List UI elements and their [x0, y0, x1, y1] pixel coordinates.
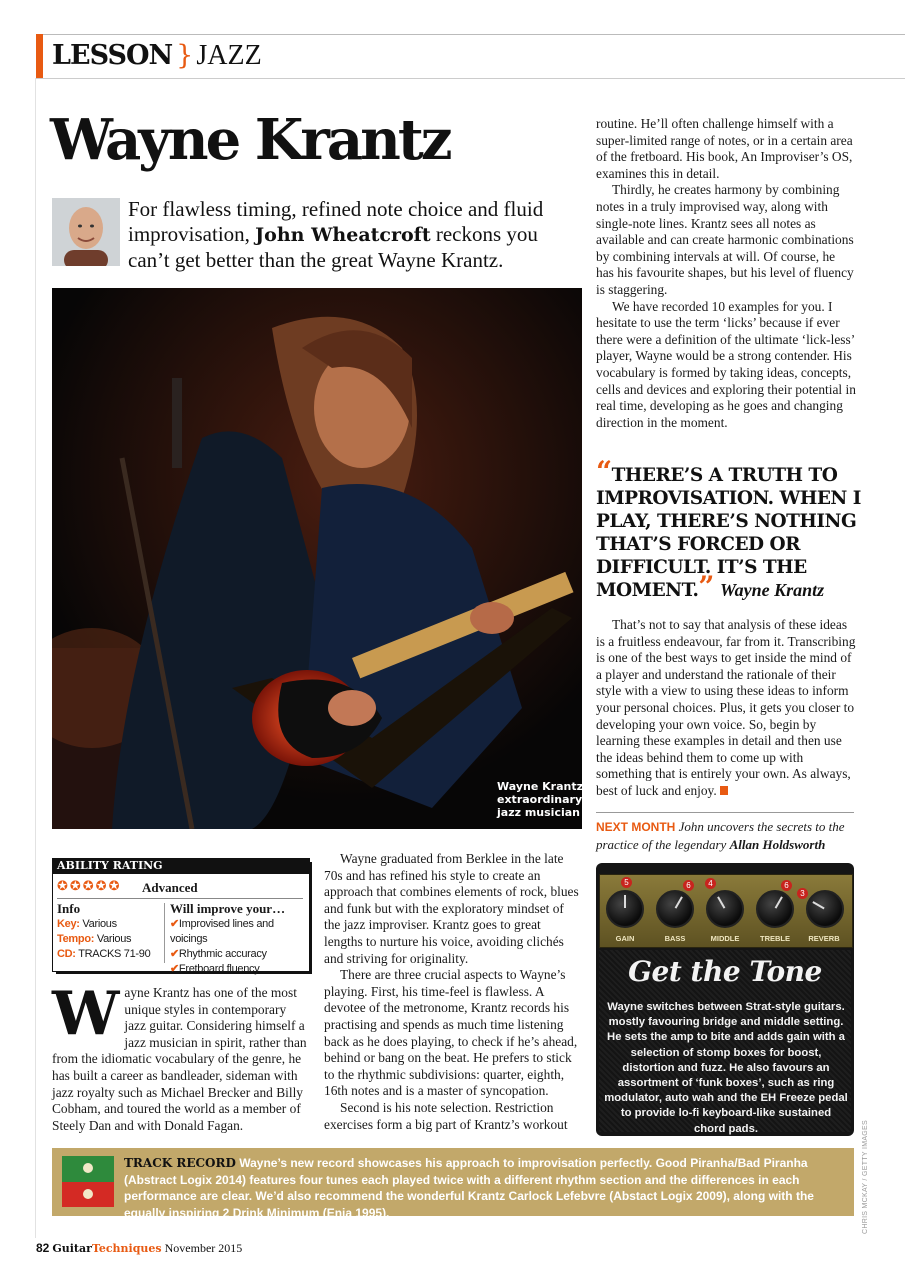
bass-value: 6	[683, 880, 694, 891]
body-paragraph: Wayne graduated from Berklee in the late 70s and has refined his style to create an approach that combines elements of rock, blues and funk but with the exploratory mindset of the jazz improviser. Krantz goes to great lengths to nurture his voice, avoiding clichés and striving for originality.	[324, 851, 579, 966]
reverb-knob	[806, 890, 844, 928]
cd-label: CD:	[57, 948, 76, 960]
info-key	[57, 917, 162, 932]
improve-item-text: Improvised lines and voicings	[170, 918, 274, 945]
info-cd	[57, 947, 162, 962]
improve-item-text: Rhythmic accuracy	[178, 948, 267, 960]
improve-item	[170, 917, 306, 947]
section-label: LESSON	[52, 40, 173, 71]
hero-photo	[52, 288, 582, 829]
ability-level: Advanced	[142, 880, 198, 895]
next-month-rule	[596, 812, 854, 813]
section-header	[52, 40, 262, 72]
quote-text: THERE’S A TRUTH TO IMPROVISATION. WHEN I PLAY, THERE’S NOTHING THAT’S FORCED OR DIFFICULT. IT’S THE MOMENT.	[596, 465, 861, 601]
photo-caption	[497, 780, 587, 819]
ability-divider	[57, 898, 303, 899]
paragraph-text: That’s not to say that analysis of these ideas is a fruitless endeavour, far from it. Transcribing is one of the best ways to get inside the mind of a player and understand the rationale of their style with a view to using these ideas to inform your personal choices. Plus, it gets you closer to developing your own voice. So, begin by learning these examples in detail and then use the ideas behind them to come up with something that is entirely your own. As always, best of luck and enjoy.	[596, 617, 856, 798]
next-month-name: Allan Holdsworth	[729, 837, 826, 852]
caption-line-2: extraordinary	[497, 793, 583, 806]
improve-item-text: Fretboard fluency	[178, 963, 260, 975]
gain-value: 5	[621, 877, 632, 888]
header-rule-bottom	[36, 78, 905, 79]
next-month-label: NEXT MONTH	[596, 820, 676, 834]
section-divider: }	[176, 40, 193, 71]
key-label: Key:	[57, 918, 80, 930]
issue-date: November 2015	[164, 1241, 243, 1255]
standfirst-tail: reckons you can’t get better than the great Wayne Krantz.	[128, 222, 538, 272]
reverb-label: REVERB	[808, 934, 840, 943]
middle-knob	[706, 890, 744, 928]
tempo-label: Tempo:	[57, 933, 95, 945]
check-icon: ✔	[170, 918, 179, 930]
middle-value: 4	[705, 878, 716, 889]
check-icon: ✔	[170, 963, 179, 975]
middle-label: MIDDLE	[710, 934, 740, 943]
tempo-value: Various	[96, 933, 132, 945]
drop-cap: W	[52, 979, 120, 1049]
reverb-value: 3	[797, 888, 808, 899]
treble-knob	[756, 890, 794, 928]
track-record-body: Wayne’s new record showcases his approach to improvisation perfectly. Good Piranha/Bad Piranha (Abstract Logix 2014) features four tunes each played twice with a different rhythm section and the differences in each performance are clear. We’d also recommend the wonderful Krantz Carlock Lefebvre (Abstact Logix 2009), along with the equally inspiring 2 Drink Minimum (Enja 1995).	[124, 1156, 814, 1220]
body-paragraph: Thirdly, he creates harmony by combining notes in a truly improvised way, along with single-note lines. Krantz sees all notes as available and can create harmonic combinations by combining intervals at will. Of course, he has his favourite shapes, but his level of fluency is staggering.	[596, 182, 854, 297]
track-record-text	[124, 1155, 846, 1221]
body-paragraph: Second is his note selection. Restriction exercises form a big part of Krantz’s workout	[324, 1099, 568, 1132]
treble-label: TREBLE	[760, 934, 790, 943]
body-column-2	[324, 851, 582, 1133]
magazine-name-b: Techniques	[91, 1242, 162, 1255]
caption-line-3: jazz musician	[497, 806, 580, 819]
next-month	[596, 818, 866, 853]
next-month-text: John uncovers the secrets to the practice of the legendary	[596, 819, 845, 852]
ability-improve	[170, 901, 306, 977]
improve-item	[170, 947, 306, 962]
ability-column-divider	[164, 903, 165, 963]
caption-line-1: Wayne Krantz:	[497, 780, 588, 793]
quote-close-mark: ”	[698, 570, 715, 603]
cd-value: TRACKS 71-90	[78, 948, 151, 960]
bass-label: BASS	[664, 934, 686, 943]
gain-knob	[606, 890, 644, 928]
header-rule	[36, 34, 905, 35]
quote-attribution: Wayne Krantz	[719, 580, 825, 600]
body-paragraph	[52, 979, 310, 1134]
info-heading: Info	[57, 901, 81, 916]
body-column-3	[596, 116, 856, 431]
tone-text: Wayne switches between Strat-style guitars. mostly favouring bridge and middle setting. He sets the amp to bite and adds gain with a selection of stomp boxes for boost, distortion and fuzz. He also favours an assortment of ‘funk boxes’, such as ring modulator, auto wah and the EH Freeze pedal to provide lo-fi keyboard-like sustained chord pads.	[604, 1001, 848, 1135]
info-tempo	[57, 932, 162, 947]
album-cover	[62, 1156, 114, 1207]
ability-heading: ABILITY RATING	[52, 858, 310, 874]
key-value: Various	[82, 918, 117, 930]
improve-heading: Will improve your…	[170, 901, 286, 916]
gain-label: GAIN	[615, 934, 635, 943]
author-avatar	[52, 198, 120, 266]
standfirst	[128, 197, 578, 273]
body-column-1	[52, 979, 310, 1134]
end-mark-icon	[720, 786, 728, 795]
header-accent-bar	[36, 34, 43, 78]
page-title: Wayne Krantz	[50, 107, 450, 173]
pull-quote	[596, 455, 866, 603]
page-folio	[36, 1241, 242, 1256]
page-left-rule	[35, 78, 36, 1238]
check-icon: ✔	[170, 948, 179, 960]
magazine-name-a: Guitar	[52, 1242, 92, 1255]
ability-info	[57, 901, 162, 962]
treble-value: 6	[781, 880, 792, 891]
photo-credit: CHRIS MCKAY / GETTY IMAGES	[862, 1120, 869, 1234]
quote-open-mark: “	[596, 455, 612, 488]
page-number: 82	[36, 1241, 50, 1255]
track-record-label: TRACK RECORD	[124, 1156, 236, 1170]
body-paragraph: We have recorded 10 examples for you. I hesitate to use the term ‘licks’ because if ever there were a definition of the ultimate ‘lick-less’ player, Wayne would be a strong contender. His vocabulary is formed by taking ideas, concepts, cells and devices and exploring their potential in real time, developing as he goes and changing direction in the moment.	[596, 298, 856, 430]
body-paragraph: routine. He’ll often challenge himself with a super-limited range of notes, or in a certain area of the fretboard. His book, An Improviser’s OS, examines this in detail.	[596, 116, 853, 181]
body-column-3b	[596, 617, 856, 800]
tone-title: Get the Tone	[628, 955, 822, 988]
ability-stars: ✪✪✪✪✪	[57, 879, 122, 894]
paragraph-text: ayne Krantz has one of the most unique styles in contemporary jazz guitar. Considering himself a jazz musician in spirit, rather than from the idiomatic vocabulary of the genre, he has built a career as bandleader, sideman with jazz royalty such as Michael Brecker and Billy Cobham, and toured the world as a member of Steely Dan and with Donald Fagan.	[52, 985, 307, 1133]
improve-item	[170, 962, 306, 977]
author-name: John Wheatcroft	[255, 224, 431, 246]
body-paragraph: There are three crucial aspects to Wayne’s playing. First, his time-feel is flawless. A devotee of the metronome, Krantz records his practising and spends as much time listening back as he does playing, to check if he’s ahead, behind or bang on the beat. He prefers to stick to the rhythmic subdivisions: quarter, eighth, 16th notes and is a master of syncopation.	[324, 967, 578, 1099]
body-paragraph	[596, 617, 856, 800]
section-topic: JAZZ	[196, 40, 262, 71]
magazine-name	[52, 1242, 161, 1255]
bass-knob	[656, 890, 694, 928]
standfirst-lead: For flawless timing, refined note choice and fluid improvisation,	[128, 197, 544, 246]
